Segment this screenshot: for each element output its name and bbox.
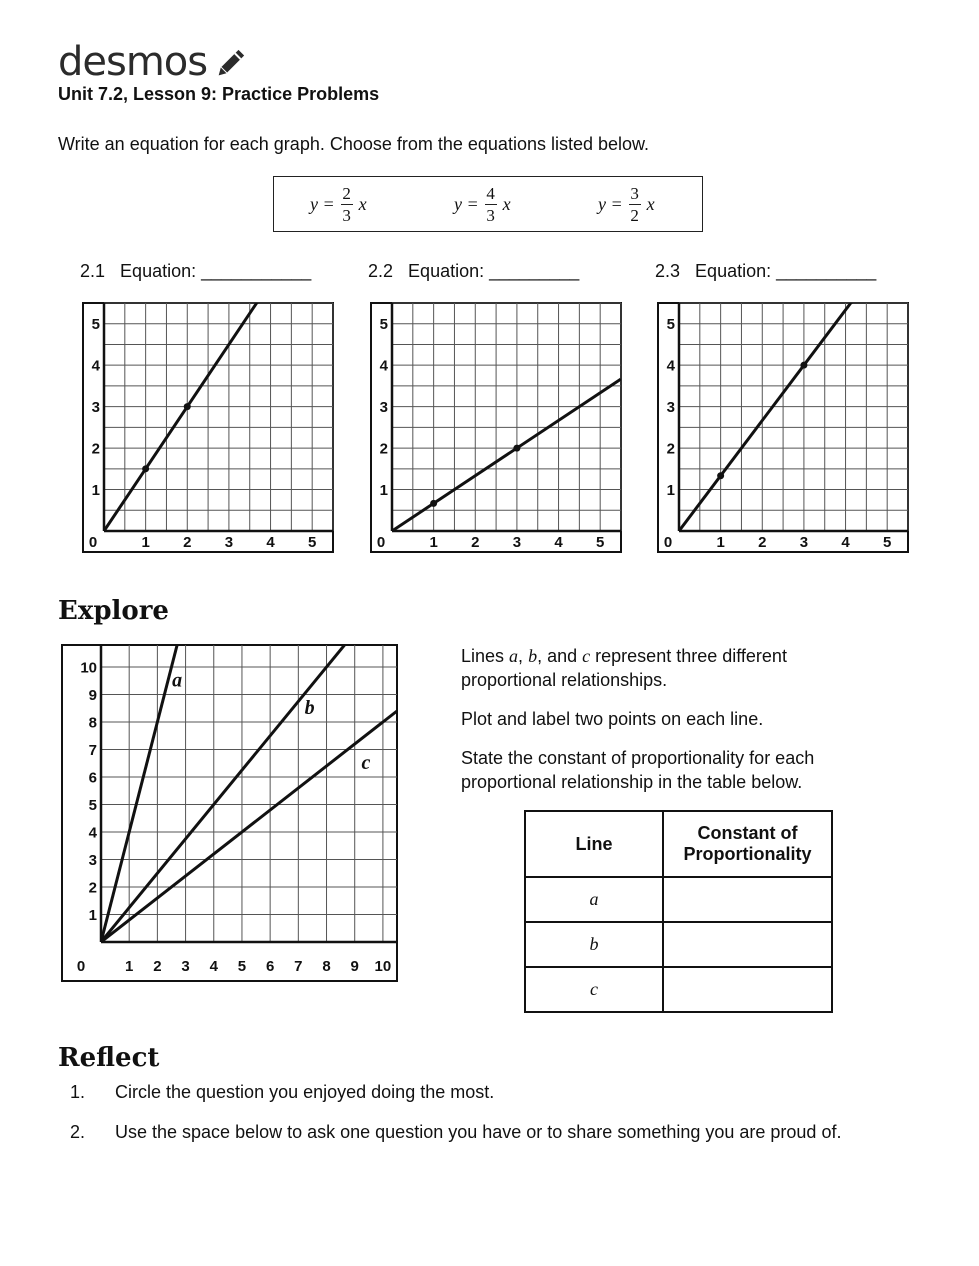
table-row bbox=[525, 877, 832, 922]
equation-option: y = $\frac{4}{3}$ x bbox=[454, 184, 511, 225]
x-tick-label: 4 bbox=[554, 533, 563, 551]
explore-paragraph-3: State the constant of proportionality for each proportional relationship in the table below. bbox=[461, 748, 815, 792]
explore-heading: Explore bbox=[58, 596, 169, 626]
explore-paragraph-2: Plot and label two points on each line. bbox=[461, 709, 764, 729]
data-point bbox=[430, 500, 437, 507]
table-header-constant: Constant of Proportionality bbox=[663, 811, 832, 877]
reflect-item-number: 2. bbox=[70, 1122, 86, 1142]
answer-blank[interactable]: _________ bbox=[489, 261, 580, 281]
table-cell-constant[interactable] bbox=[663, 877, 832, 922]
table-row bbox=[525, 967, 832, 1012]
series-label-c: c bbox=[361, 751, 371, 774]
problem-2-2-label: 2.2 Equation: _________ bbox=[368, 261, 580, 281]
table-cell-constant[interactable] bbox=[663, 967, 832, 1012]
constant-table bbox=[524, 810, 833, 1013]
reflect-item-number: 1. bbox=[70, 1082, 86, 1102]
y-tick-label: 9 bbox=[88, 686, 97, 704]
equation-option: y = $\frac{3}{2}$ x bbox=[598, 184, 655, 225]
x-tick-label: 4 bbox=[841, 533, 850, 551]
x-tick-label: 6 bbox=[265, 957, 275, 975]
x-tick-label: 1 bbox=[429, 533, 438, 551]
x-tick-label: 10 bbox=[374, 957, 392, 975]
series-label-b: b bbox=[304, 696, 315, 719]
x-tick-label: 5 bbox=[596, 533, 605, 551]
x-tick-label: 8 bbox=[322, 957, 331, 975]
data-point bbox=[513, 445, 520, 452]
y-tick-label: 5 bbox=[666, 315, 675, 333]
y-tick-label: 5 bbox=[379, 315, 388, 333]
x-tick-label: 0 bbox=[76, 957, 86, 975]
x-tick-label: 1 bbox=[141, 533, 150, 551]
series-label-a: a bbox=[172, 669, 183, 692]
explore-graph bbox=[61, 644, 398, 982]
x-tick-label: 3 bbox=[181, 957, 190, 975]
y-tick-label: 5 bbox=[91, 315, 100, 333]
y-tick-label: 1 bbox=[666, 481, 675, 499]
y-tick-label: 1 bbox=[91, 481, 100, 499]
table-cell-line: b bbox=[525, 922, 663, 967]
x-tick-label: 2 bbox=[153, 957, 162, 975]
answer-blank[interactable]: ___________ bbox=[201, 261, 312, 281]
table-cell-line: a bbox=[525, 877, 663, 922]
problem-2-1-label: 2.1 Equation: ___________ bbox=[80, 261, 312, 281]
data-point bbox=[800, 362, 807, 369]
reflect-item-text: Circle the question you enjoyed doing the most. bbox=[115, 1082, 495, 1102]
answer-blank[interactable]: __________ bbox=[776, 261, 877, 281]
x-tick-label: 3 bbox=[512, 533, 522, 551]
x-tick-label: 4 bbox=[209, 957, 218, 975]
graph-2-3 bbox=[657, 302, 909, 553]
table-row bbox=[525, 922, 832, 967]
x-tick-label: 2 bbox=[758, 533, 767, 551]
y-tick-label: 6 bbox=[88, 769, 97, 787]
reflect-item-text: Use the space below to ask one question you have or to share something you are proud of. bbox=[115, 1122, 842, 1142]
table-cell-line: c bbox=[525, 967, 663, 1012]
y-tick-label: 3 bbox=[379, 398, 388, 416]
y-tick-label: 4 bbox=[379, 357, 388, 375]
x-tick-label: 0 bbox=[663, 533, 673, 551]
reflect-heading: Reflect bbox=[58, 1043, 160, 1073]
problem-2-3-label: 2.3 Equation: __________ bbox=[655, 261, 877, 281]
x-tick-label: 7 bbox=[294, 957, 303, 975]
equation-option: y = $\frac{2}{3}$ x bbox=[310, 184, 367, 225]
table-cell-constant[interactable] bbox=[663, 922, 832, 967]
y-tick-label: 3 bbox=[666, 398, 675, 416]
y-tick-label: 2 bbox=[88, 879, 97, 897]
graph-2-1 bbox=[82, 302, 334, 553]
data-point bbox=[184, 403, 191, 410]
page-title: Unit 7.2, Lesson 9: Practice Problems bbox=[58, 84, 380, 104]
data-point bbox=[142, 465, 149, 472]
table-header-line: Line bbox=[525, 811, 663, 877]
y-tick-label: 4 bbox=[88, 824, 97, 842]
x-tick-label: 2 bbox=[183, 533, 192, 551]
x-tick-label: 9 bbox=[350, 957, 359, 975]
y-tick-label: 2 bbox=[666, 440, 675, 458]
y-tick-label: 8 bbox=[88, 714, 97, 732]
y-tick-label: 4 bbox=[666, 357, 675, 375]
y-tick-label: 1 bbox=[379, 481, 388, 499]
x-tick-label: 3 bbox=[224, 533, 234, 551]
y-tick-label: 10 bbox=[80, 659, 97, 677]
instructions: Write an equation for each graph. Choose from the equations listed below. bbox=[58, 134, 650, 154]
graph-2-2 bbox=[370, 302, 622, 553]
y-tick-label: 2 bbox=[379, 440, 388, 458]
x-tick-label: 5 bbox=[308, 533, 317, 551]
x-tick-label: 1 bbox=[716, 533, 725, 551]
desmos-logo: desmos bbox=[58, 39, 208, 85]
pencil-icon bbox=[212, 46, 248, 82]
y-tick-label: 4 bbox=[91, 357, 100, 375]
y-tick-label: 5 bbox=[88, 796, 97, 814]
y-tick-label: 3 bbox=[88, 851, 97, 869]
y-tick-label: 7 bbox=[88, 741, 97, 759]
equation-bank bbox=[273, 176, 703, 232]
y-tick-label: 1 bbox=[88, 906, 97, 924]
y-tick-label: 2 bbox=[91, 440, 100, 458]
x-tick-label: 5 bbox=[237, 957, 247, 975]
x-tick-label: 1 bbox=[125, 957, 134, 975]
x-tick-label: 2 bbox=[471, 533, 480, 551]
y-tick-label: 3 bbox=[91, 398, 100, 416]
x-tick-label: 0 bbox=[88, 533, 98, 551]
x-tick-label: 0 bbox=[376, 533, 386, 551]
data-point bbox=[717, 472, 724, 479]
x-tick-label: 4 bbox=[266, 533, 275, 551]
explore-paragraph-1: Lines a, b, and c represent three different proportional relationships. bbox=[461, 646, 787, 690]
x-tick-label: 5 bbox=[883, 533, 892, 551]
x-tick-label: 3 bbox=[799, 533, 809, 551]
